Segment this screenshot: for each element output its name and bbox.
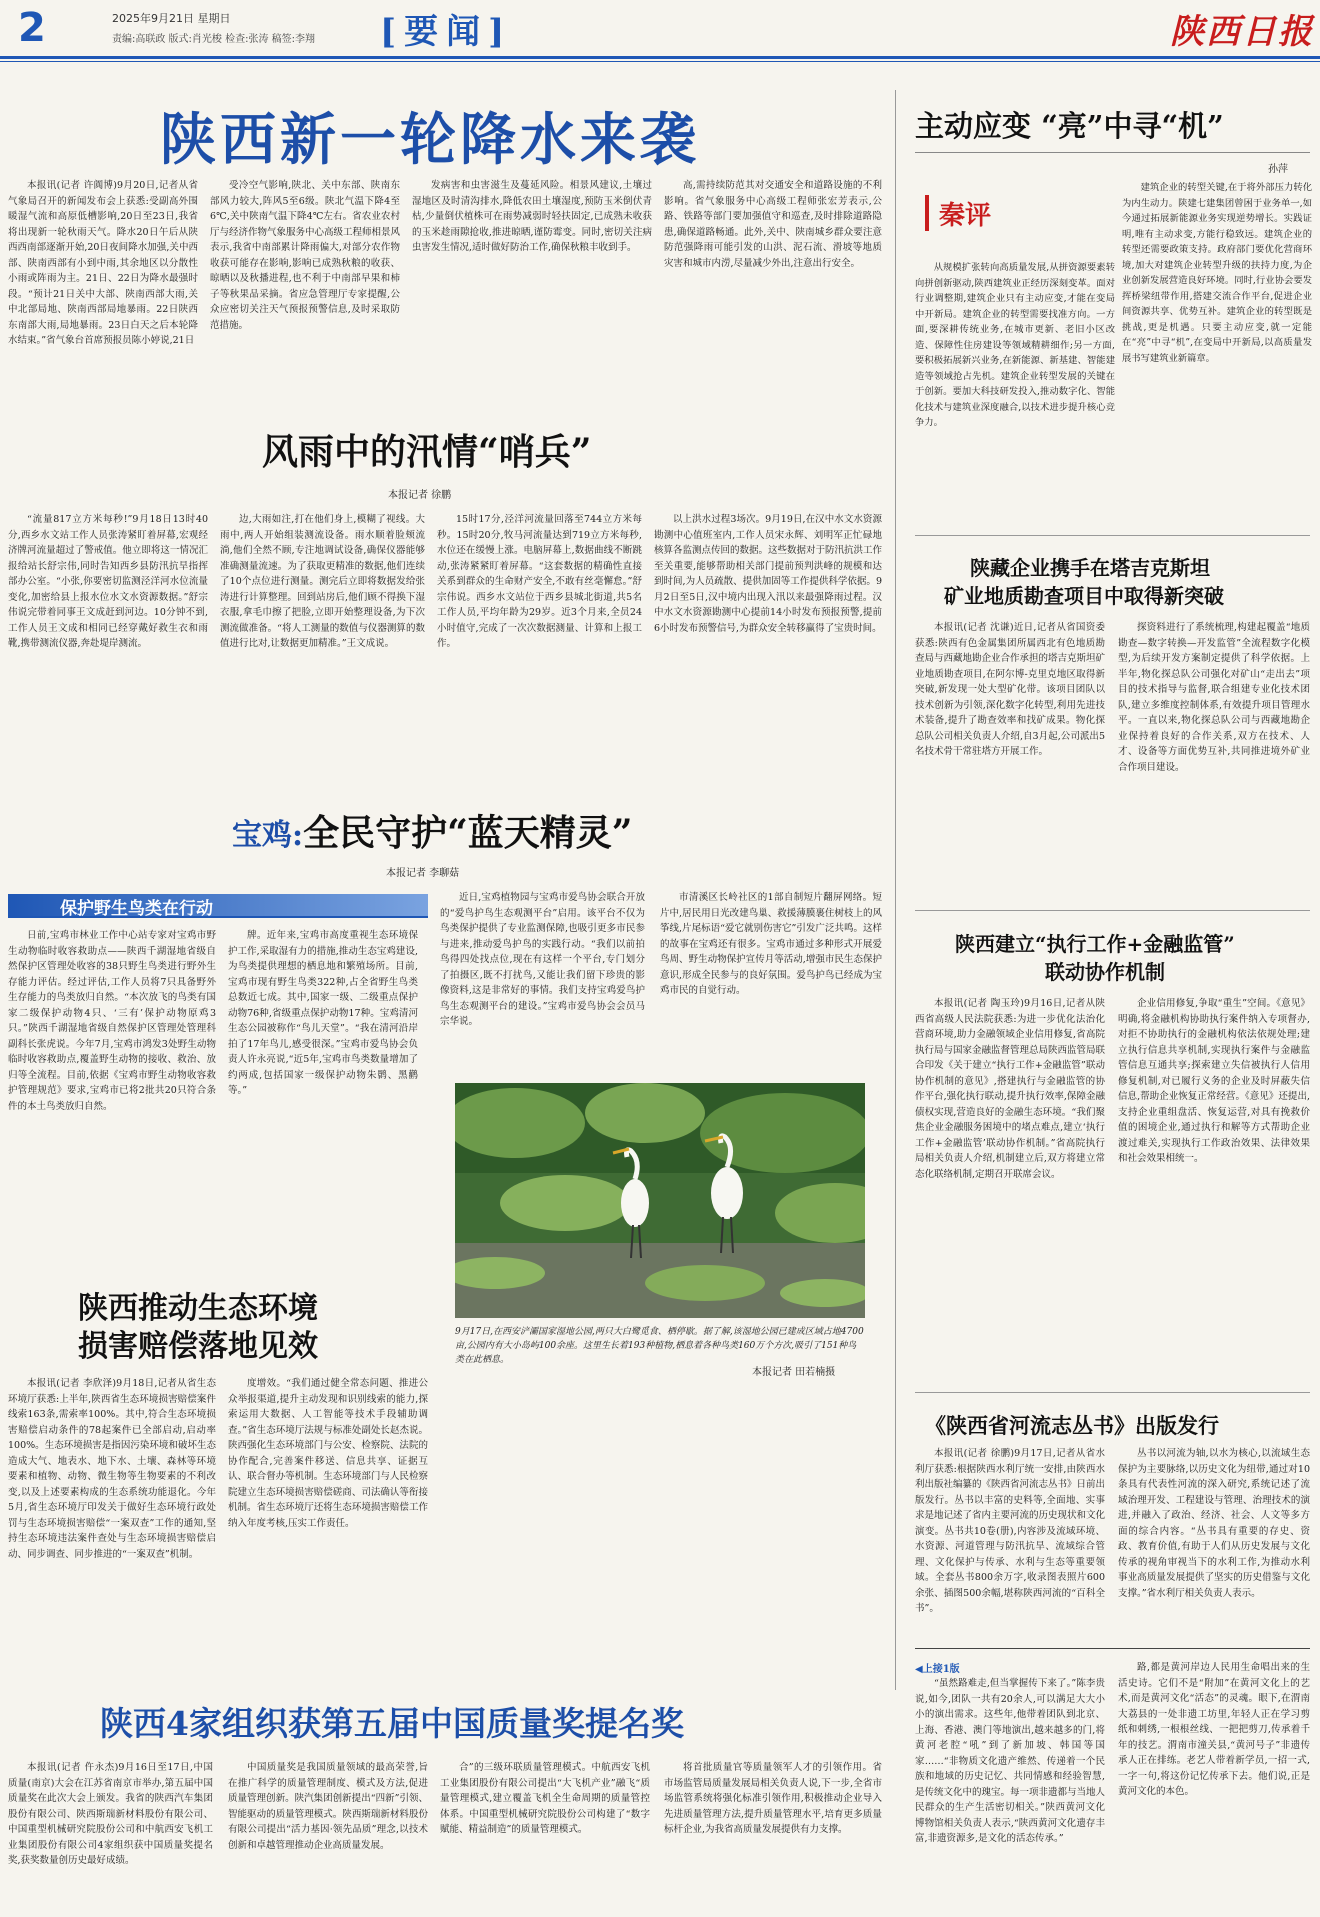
photo-caption: 9月17日,在西安浐灞国家湿地公园,两只大白鹭觅食、栖停歇。据了解,该湿地公园已建成区域占地4700亩,公园内有大小岛屿100余座。这里生长着193种植物,栖息着各种鸟类160万个方次,吸引了151种鸟类在此栖息。 bbox=[455, 1327, 864, 1365]
tibet-col-2: 探资料进行了系统梳理,构建起覆盖“地质勘查—数字转换—开发监管”全流程数字化模型,为后续开发方案制定提供了科学依据。上半年,物化探总队公司强化对矿山“走出去”项目的技术指导与监督,联合组建专业化技术团队,建立多维度控制体系,有效提升项目管理水平。一直以来,物化探总队公司与西藏地勘企业保持着良好的合作关系,双方在技术、人才、设备等方面优势互补,共同推进境外矿业合作项目建设。 bbox=[1118, 622, 1310, 773]
baoji-tag: 保护野生鸟类在行动 bbox=[60, 899, 213, 919]
baoji-col-4: 市清溪区长岭社区的1部自制短片翻屏网络。短片中,居民用日光改建鸟巢、救援薄膜裹住树枝上的风筝线,片尾标语“爱它就别伤害它”引发广泛共鸣。这样的故事在宝鸡还有很多。宝鸡市通过多种形式开展爱鸟周、野生动物保护宣传月等活动,增强市民生态保护意识,形成全民参与的良好氛围。爱鸟护鸟已经成为宝鸡市民的自觉行动。 bbox=[660, 892, 882, 996]
commentary-rule bbox=[915, 152, 1310, 153]
photo-credit: 本报记者 田若楠摄 bbox=[752, 1367, 836, 1378]
qin-ping-badge bbox=[925, 195, 1055, 231]
baoji-byline: 本报记者 李聊菇 bbox=[386, 868, 460, 879]
sentinel-col-1: “流量817立方米每秒!”9月18日13时40分,西乡水文站工作人员张涛紧盯着屏幕,宏观经济牌河流量超过了警戒值。他立即将这一情况汇报给站长舒宗伟,同时告知西乡县防汛抗旱指挥部办公室。“小张,你要密切监测泾洋河水位流量变化,加密给县上报水位水文水资源数据。”舒宗伟说完带着同事王文成赶到河边。10分钟不到,工作人员王文成和相同已经穿戴好救生衣和雨靴,携带测流仪器,奔赴堤岸测流。 bbox=[8, 514, 208, 649]
date-line: 2025年9月21日 星期日 bbox=[112, 12, 231, 25]
finance-col-2: 企业信用修复,争取“重生”空间。《意见》明确,将金融机构协助执行案件纳入专项督办,对拒不协助执行的金融机构依法依规处理;建立执行信息共享机制,实现执行案件与金融监管信息互通共享;探索建立失信被执行人信用修复机制,对已履行义务的企业及时屏蔽失信信息,帮助企业恢复正常经营。《意见》还提出,支持企业重组盘活、恢复运营,对具有挽救价值的困境企业,通过执行和解等方式帮助企业渡过难关,实现执行工作政治效果、法律效果和社会效果相统一。 bbox=[1118, 998, 1310, 1164]
right-rule-3 bbox=[915, 1392, 1310, 1393]
tibet-headline-line-2: 矿业地质勘查项目中取得新突破 bbox=[944, 584, 1224, 608]
commentary-headline: 主动应变 “亮”中寻“机” bbox=[915, 109, 1224, 143]
quality-col-3: 合”的三级环联质量管理模式。中航西安飞机工业集团股份有限公司提出“大飞机产业”融飞“质量管理模式,建立覆盖飞机全生命周期的质量管控体系。中国重型机械研究院股份公司构建了“数字赋能、精益制造”的质量管理模式。 bbox=[440, 1762, 650, 1835]
quality-col-1: 本报讯(记者 仵永杰)9月16日至17日,中国质量(南京)大会在江苏省南京市举办,第五届中国质量奖在此次大会上颁发。我省的陕西汽车集团股份有限公司、陕西斯瑞新材料股份有限公司、中国重型机械研究院股份公司和中航西安飞机工业集团股份有限公司4家组织获中国质量奖提名奖,获奖数量创历史最好成绩。 bbox=[8, 1762, 213, 1866]
baoji-col-1: 日前,宝鸡市林业工作中心站专家对宝鸡市野生动物临时收容救助点——陕西千湖湿地省级自然保护区管理处收容的38只野生鸟类进行野外生存能力评估。经过评估,工作人员将7只具备野外生存能力的鸟类放归自然。“本次放飞的鸟类有国家二级保护动物4只、‘三有’保护动物原鸡3只。”陕西千湖湿地省级自然保护区管理处管理科副科长张虎说。今年7月,宝鸡市鸿发3处野生动物临时收容救助点,覆盖野生动物的接收、救治、放归等全流程。目前,依据《宝鸡市野生动物收容救护管理规范》要求,宝鸡市已将2批共20只符合条件的本土鸟类放归自然。 bbox=[8, 930, 216, 1112]
finance-col-1: 本报讯(记者 陶玉玲)9月16日,记者从陕西省高级人民法院获悉:为进一步优化法治化营商环境,助力金融领域企业信用修复,省高院执行局与国家金融监督管理总局陕西监管局联合印发《关于建立“执行工作+金融监管”联动协作机制的意见》,搭建执行与金融监管的协作平台,强化执行联动,提升执行效率,保障金融债权实现,营造良好的金融生态环境。“我们聚焦企业金融服务困境中的堵点难点,建立‘执行工作+金融监管’联动协作机制。”省高院执行局相关负责人介绍,机制建立后,双方将建立常态化联络机制,定期召开联席会议。 bbox=[915, 998, 1105, 1180]
rain-col-3: 发病害和虫害滋生及蔓延风险。相景风建议,土壤过湿地区及时清沟排水,降低农田土壤湿度,预防玉米倒伏青枯,少量倒伏植株可在雨势减弱时轻扶固定,已成熟未收获的玉米趁雨隙抢收,推进晾晒,谨防霉变。同时,密切关注病虫害发生情况,适时做好防治工作,确保秋粮丰收到手。 bbox=[412, 180, 652, 253]
sentinel-col-3: 15时17分,泾洋河流量回落至744立方米每秒。15时20分,牧马河流量达到719立方米每秒,水位还在缓慢上涨。电脑屏幕上,数据曲线不断跳动,张涛紧紧盯着屏幕。“这套数据的精确性直接关系到群众的生命财产安全,不敢有丝毫懈怠。”舒宗伟说。西乡水文站位于西乡县城北街道,共5名工作人员,平均年龄为29岁。近3个月来,全员24小时值守,完成了一次次数据测量、计算和上报工作。 bbox=[437, 514, 642, 649]
eco-col-1: 本报讯(记者 李欣泽)9月18日,记者从省生态环境厅获悉:上半年,陕西省生态环境损害赔偿案件线索163条,需索率100%。其中,符合生态环境损害赔偿启动条件的78起案件已全部启动,启动率100%。生态环境损害是指因污染环境和破坏生态造成大气、地表水、地下水、土壤、森林等环境要素和植物、动物、微生物等生物要素的不利改变,以及上述要素构成的生态系统功能退化。今年5月,省生态环境厅印发关于做好生态环境行政处罚与生态环境损害赔偿“一案双查”工作的通知,坚持生态环境违法案件查处与生态环境损害赔偿启动、同步调查、同步推进的“一案双查”机制。 bbox=[8, 1378, 216, 1560]
masthead bbox=[0, 0, 1320, 58]
column-divider bbox=[895, 90, 896, 1690]
continued-label: ◀上接1版 bbox=[915, 1664, 960, 1675]
commentary-col-2: 建筑企业的转型关键,在于将外部压力转化为内生动力。陕建七建集团曾困于业务单一,如今通过拓展新能源业务实现逆势增长。实践证明,唯有主动求变,方能行稳致远。建筑企业的转型还需要政策支持。政府部门要优化营商环境,加大对建筑企业转型升级的扶持力度,为企业创新发展营造良好环境。同时,行业协会要发挥桥梁纽带作用,搭建交流合作平台,促进企业间资源共享、优势互补。建筑企业的转型既是挑战,更是机遇。只要主动应变,就一定能在“亮”中寻“机”,在变局中开新局,以高质量发展书写建筑业新篇章。 bbox=[1122, 182, 1312, 364]
qin-ping-label: 秦评 bbox=[939, 201, 992, 231]
quality-headline: 陕西4家组织获第五届中国质量奖提名奖 bbox=[100, 1704, 684, 1743]
finance-headline-line-2: 联动协作机制 bbox=[1045, 960, 1165, 984]
baoji-col-2: 牌。近年来,宝鸡市高度重视生态环境保护工作,采取湿有力的措施,推动生态宝鸡建设,为鸟类提供理想的栖息地和繁殖场所。目前,宝鸡市现有野生鸟类322种,占全省野生鸟类总数近七成。其中,国家一级、二级重点保护动物76种,省级重点保护动物17种。宝鸡清河生态公园被称作“鸟儿天堂”。“我在清河沿岸拍了17年鸟儿,感受很深。”宝鸡市爱鸟协会负责人许永亮说,“近5年,宝鸡市鸟类数量增加了约两成,包括国家一级保护动物朱鹮、黑鹳等。” bbox=[228, 930, 418, 1096]
egret-photo-image bbox=[455, 1083, 865, 1318]
masthead-rule bbox=[0, 56, 1320, 59]
eco-col-2: 度增效。“我们通过健全常态问题、推进公众举报渠道,提升主动发现和识别线索的能力,探索运用大数据、人工智能等技术手段辅助调查。”省生态环境厅法规与标准处副处长赵杰说。陕西强化生态环境部门与公安、检察院、法院的协作配合,完善案件移送、信息共享、证据互认、联合督办等机制。生态环境部门与人民检察院建立生态环境损害赔偿磋商、司法确认等衔接机制。省生态环境厅还将生态环境损害赔偿工作纳入年度考核,压实工作责任。 bbox=[228, 1378, 428, 1529]
baoji-headline-main: 全民守护“蓝天精灵” bbox=[303, 812, 633, 854]
egret-photo bbox=[455, 1083, 865, 1318]
book-headline: 《陕西省河流志丛书》出版发行 bbox=[925, 1413, 1219, 1438]
editors-line: 责编:高联政 版式:肖光梭 检查:张涛 稿签:李翔 bbox=[112, 34, 316, 45]
tibet-headline-line-1: 陕藏企业携手在塔吉克斯坦 bbox=[970, 556, 1210, 580]
continued-col-1: “虽然路难走,但当掌握传下来了。”陈李贵说,如今,团队一共有20余人,可以满足大大小小的演出需求。这些年,他带着团队到北京、上海、香港、澳门等地演出,越来越多的门,将黄河老腔“吼”到了新加坡、韩国等国家……“非物质文化遗产维然、传递着一个民族和地域的历史记忆、共同情感和经验智慧,是传统文化中的瑰宝。每一项非遗都与当地人民群众的生产生活密切相关。”陕西黄河文化博物馆相关负责人表示,“陕西黄河文化遗存丰富,非遗资源多,是文化的活态传承。” bbox=[915, 1678, 1105, 1844]
book-col-2: 丛书以河流为轴,以水为核心,以流域生态保护为主要脉络,以历史文化为纽带,通过对10条具有代表性河流的深入研究,系统记述了流域治理开发、工程建设与管理、治理技术的演进,并融入了政治、经济、社会、人文等多方面的综合内容。“丛书具有重要的存史、资政、教育价值,有助于人们从历史发展与文化传承的视角审视当下的水利工作,为推动水利事业高质量发展提供了坚实的历史借鉴与文化支撑。”省水利厅相关负责人表示。 bbox=[1118, 1448, 1310, 1599]
rain-col-1: 本报讯(记者 许阗博)9月20日,记者从省气象局召开的新闻发布会上获悉:受副高外围暖湿气流和高原低槽影响,20日至23日,我省将出现新一轮秋雨天气。降水20日午后从陕西西南部逐渐开始,20日夜间降水加强,关中西部、陕南西部有小到中雨,其余地区以分散性小雨或阵雨为主。21日、22日为降水最强时段。“预计21日关中大部、陕南西部大雨,关中北部局地、陕南西部局地暴雨。22日陕西东南部大雨,局地暴雨。23日白天之后本轮降水结束。”省气象台首席预报员陈小婷说,21日 bbox=[8, 180, 198, 346]
rain-col-4: 高,需持续防范其对交通安全和道路设施的不利影响。省气象服务中心高级工程师张宏芳表示,公路、铁路等部门要加强值守和巡查,及时排除道路隐患,确保道路畅通。此外,关中、陕南城乡群众要注意防范强降雨可能引发的山洪、泥石流、滑坡等地质灾害和城市内涝,尽量减少外出,注意出行安全。 bbox=[664, 180, 882, 269]
finance-headline-line-1: 陕西建立“执行工作+金融监管” bbox=[955, 932, 1235, 956]
right-rule-1 bbox=[915, 535, 1310, 536]
quality-col-2: 中国质量奖是我国质量领域的最高荣誉,旨在推广科学的质量管理制度、模式及方法,促进质量管理创新。陕汽集团创新提出“四新”引领、智能驱动的质量管理模式。陕西斯瑞新材料股份有限公司提出“活力基因·领先品质”理念,以技术创新和卓越管理推动企业高质量发展。 bbox=[228, 1762, 428, 1851]
sentinel-byline: 本报记者 徐鹏 bbox=[388, 490, 452, 501]
baoji-headline-prefix: 宝鸡: bbox=[232, 818, 304, 853]
commentary-author: 孙萍 bbox=[1268, 164, 1288, 175]
book-col-1: 本报讯(记者 徐鹏)9月17日,记者从省水利厅获悉:根据陕西水利厅统一安排,由陕西水利出版社编纂的《陕西省河流志丛书》日前出版发行。丛书以丰富的史料等,全面地、实事求是地记述了省内主要河流的历史现状和文化演变。丛书共10卷(册),内容涉及流域环境、水资源、河道管理与防汛抗旱、流域综合管理、文化保护与传承、水利与生态等重要领域。全套丛书800余万字,收录图表照片600余张、插图500余幅,堪称陕西河流的“百科全书”。 bbox=[915, 1448, 1105, 1614]
continued-col-2: 路,都是黄河岸边人民用生命唱出来的生活史诗。它们不是“附加”在黄河文化上的艺术,而是黄河文化“活态”的灵魂。眼下,在渭南大荔县的一处非遗工坊里,年轻人正在学习剪纸和刺绣,一根根丝线、一把把剪刀,传承着千年的技艺。渭南市潼关县,“黄河号子”非遗传承人正在排练。老艺人带着新学员,一招一式,一字一句,将这份记忆传承下去。他们说,正是黄河文化的本色。 bbox=[1118, 1662, 1310, 1797]
tibet-col-1: 本报讯(记者 沈谦)近日,记者从省国资委获悉:陕西有色金属集团所属西北有色地质勘查局与西藏地勘企业合作承担的塔吉克斯坦矿业地质勘查项目,在阿尔博-克里克地区取得新突破,新发现一处大型矿化带。该项目团队以技术创新为引领,深化数字化转型,利用先进技术装备,提升了勘查效率和找矿成果。物化探总队公司相关负责人介绍,自3月起,公司派出5名技术骨干常驻塔方开展工作。 bbox=[915, 622, 1105, 757]
rain-headline: 陕西新一轮降水来袭 bbox=[160, 107, 700, 173]
page-number: 2 bbox=[18, 5, 46, 51]
sentinel-col-4: 以上洪水过程3场次。9月19日,在汉中水文水资源勘测中心值班室内,工作人员宋永辉、刘明军正忙碌地核算各监测点传回的数据。这些数据对于防汛抗洪工作至关重要,能够帮助相关部门提前预判洪峰的规模和达到时间,为人员疏散、提供加固等工作提供科学依据。9月2日至5日,汉中境内出现入汛以来最强降雨过程。汉中水文水资源勘测中心提前14小时发布预报预警,提前6小时发布预警信号,为群众安全转移赢得了宝贵时间。 bbox=[654, 514, 882, 634]
quality-col-4: 将首批质量官等质量领军人才的引领作用。省市场监管局质量发展局相关负责人说,下一步,全省市场监管系统将强化标准引领作用,积极推动企业导入先进质量管理方法,提升质量管理水平,培育更多质量标杆企业,为我省高质量发展提供有力支撑。 bbox=[664, 1762, 882, 1835]
baoji-col-3: 近日,宝鸡植物园与宝鸡市爱鸟协会联合开放的“爱鸟护鸟生态观测平台”启用。该平台不仅为鸟类保护提供了专业监测保障,也吸引更多市民参与进来,推动爱鸟护鸟的实践行动。“我们以前拍鸟得四处找点位,现在有这样一个平台,专门划分了拍摄区,既不打扰鸟,又能让我们留下珍贵的影像资料,这是非常好的事情。我们支持宝鸡爱鸟护鸟生态观测平台的建设。”宝鸡市爱鸟协会会员马宗华说。 bbox=[440, 892, 645, 1027]
section-title: [要闻] bbox=[380, 12, 513, 52]
right-rule-4 bbox=[915, 1648, 1310, 1649]
right-rule-2 bbox=[915, 910, 1310, 911]
rain-col-2: 受冷空气影响,陕北、关中东部、陕南东部风力较大,阵风5至6级。陕北气温下降4至6℃,关中陕南气温下降4℃左右。省农业农村厅与经济作物气象服务中心高级工程师相景风表示,我省中南部累计降雨偏大,对部分农作物收获可能存在影响,影响已成熟秋粮的收获、晾晒以及秋播进程,也不利于中南部早果和柿子等秋果品采摘。省应急管理厅专家提醒,公众应密切关注天气预报预警信息,及时采取防范措施。 bbox=[210, 180, 400, 331]
sentinel-col-2: 边,大雨如注,打在他们身上,模糊了视线。大雨中,两人开始组装测流设备。雨水顺着脸颊流淌,他们全然不顾,专注地调试设备,确保仪器能够准确测量流速。为了获取更精准的数据,他们连续了10个点位进行测量。测完后立即将数据发给张涛进行计算整理。回到站房后,他们顾不得换下湿衣服,拿毛巾擦了把脸,立即开始整理设备,为下次测流做准备。“将人工测量的数值与仪器测算的数值进行比对,让数据更加精准。”王文成说。 bbox=[220, 514, 425, 649]
commentary-col-1: 从规模扩张转向高质量发展,从拼资源要素转向拼创新驱动,陕西建筑业正经历深刻变革。面对行业调整期,建筑企业只有主动应变,才能在变局中开新局。建筑企业的转型需要找准方向。一方面,要深耕传统业务,在城市更新、老旧小区改造、保障性住房建设等领域精耕细作;另一方面,要积极拓展新兴业务,在新能源、新基建、智能建造等领域抢占先机。建筑企业转型发展的关键在于创新。要加大科技研发投入,推动数字化、智能化技术与建筑业深度融合,以技术进步提升核心竞争力。 bbox=[915, 262, 1115, 428]
eco-headline-line-2: 损害赔偿落地见效 bbox=[78, 1329, 318, 1364]
masthead-rule-thin bbox=[0, 61, 1320, 62]
eco-headline-line-1: 陕西推动生态环境 bbox=[78, 1291, 318, 1326]
sentinel-headline: 风雨中的汛情“哨兵” bbox=[262, 431, 592, 473]
newspaper-logo: 陕西日报 bbox=[1170, 12, 1314, 52]
baoji-headline bbox=[232, 805, 633, 856]
